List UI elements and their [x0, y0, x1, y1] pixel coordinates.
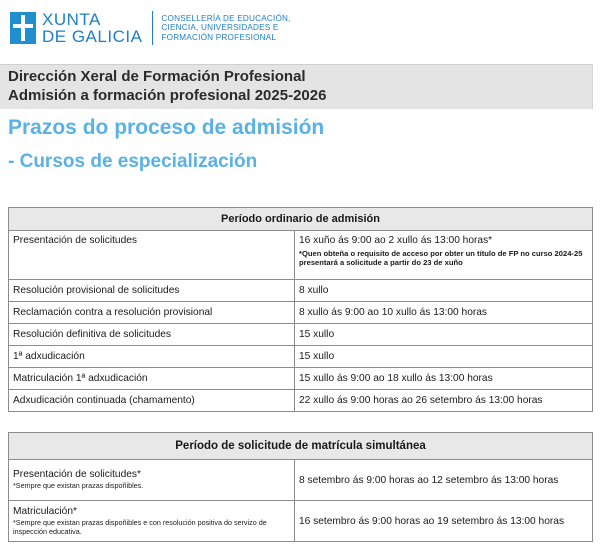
table-row	[9, 390, 593, 412]
consell-line3: FORMACIÓN PROFESIONAL	[161, 32, 277, 42]
table1-header: Período ordinario de admisión	[9, 208, 593, 231]
table-row	[9, 368, 593, 390]
title-band	[0, 64, 593, 109]
table-row	[9, 231, 593, 280]
row-label: Presentación de solicitudes	[9, 231, 295, 280]
consell-line2: CIENCIA, UNIVERSIDADES E	[161, 23, 279, 33]
row-label: Matriculación*	[13, 506, 77, 517]
row-value: 22 xullo ás 9:00 horas ao 26 setembro ás 13:00 horas	[295, 390, 593, 412]
consell-line1: CONSELLERÍA DE EDUCACIÓN,	[161, 13, 291, 23]
row-label: Matriculación 1ª adxudicación	[9, 368, 295, 390]
conselleria-name	[161, 14, 290, 43]
page-subtitle: - Cursos de especialización	[8, 151, 258, 172]
logo-line2: DE GALICIA	[42, 27, 143, 46]
row-value: 16 xuño ás 9:00 ao 2 xullo ás 13:00 horas*	[299, 235, 493, 246]
row-label-cell	[9, 460, 295, 501]
xunta-wordmark	[42, 11, 142, 45]
row-label: Resolución provisional de solicitudes	[9, 280, 295, 302]
table-row	[9, 302, 593, 324]
table-row	[9, 280, 593, 302]
row-value: 16 setembro ás 9:00 horas ao 19 setembro ás 13:00 horas	[295, 501, 593, 542]
row-value: 8 xullo	[295, 280, 593, 302]
table2-header: Período de solicitude de matrícula simultánea	[9, 433, 593, 460]
row-value-cell	[295, 231, 593, 280]
row-value: 8 setembro ás 9:00 horas ao 12 setembro ás 13:00 horas	[295, 460, 593, 501]
row-label: Reclamación contra a resolución provisional	[9, 302, 295, 324]
page-title: Prazos do proceso de admisión	[8, 116, 325, 139]
ordinary-period-table	[8, 207, 593, 412]
galicia-cross-icon	[10, 12, 36, 44]
logo-divider	[152, 11, 153, 45]
row-note: *Sempre que existan prazas dispoñibles e con resolución positiva do servizo de inspección educativa.	[13, 518, 267, 536]
row-label: Resolución definitiva de solicitudes	[9, 324, 295, 346]
logo-line1: XUNTA	[42, 10, 101, 29]
simultaneous-enrolment-table	[8, 432, 593, 542]
row-note: *Quen obteña o requisito de acceso por obter un título de FP no curso 2024-25 presentará a solicitude a partir do 23 de xuño	[299, 249, 583, 267]
table-row	[9, 346, 593, 368]
table-row	[9, 460, 593, 501]
row-label: Adxudicación continuada (chamamento)	[9, 390, 295, 412]
band-line2: Admisión a formación profesional 2025-2026	[8, 87, 327, 104]
row-label: 1ª adxudicación	[9, 346, 295, 368]
row-label: Presentación de solicitudes*	[13, 469, 141, 481]
row-value: 8 xullo ás 9:00 ao 10 xullo ás 13:00 horas	[295, 302, 593, 324]
row-value: 15 xullo ás 9:00 ao 18 xullo ás 13:00 horas	[295, 368, 593, 390]
table-row	[9, 324, 593, 346]
xunta-logo	[10, 8, 291, 48]
band-line1: Dirección Xeral de Formación Profesional	[8, 68, 306, 85]
row-value: 15 xullo	[295, 324, 593, 346]
row-value: 15 xullo	[295, 346, 593, 368]
row-label-cell	[9, 501, 295, 542]
row-note: *Sempre que existan prazas dispoñibles.	[13, 481, 144, 491]
table-row	[9, 501, 593, 542]
